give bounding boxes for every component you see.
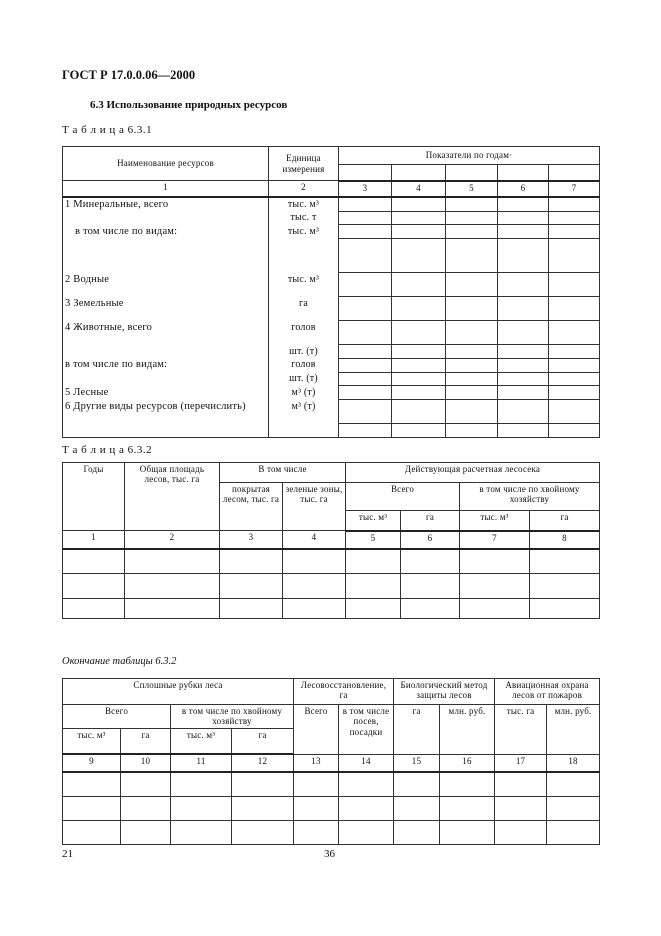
col-num: 10 [121,754,171,772]
header-total-area: Общая площадь лесов, тыс. га [125,463,220,531]
row-water: 2 Водные [63,273,269,297]
col-num: 17 [495,754,547,772]
table-6-3-2-caption: Т а б л и ц а 6.3.2 [62,444,153,456]
header-covered: покрытая лесом, тыс. га [220,483,283,531]
table-6-3-2-end-caption: Окончание таблицы 6.3.2 [62,656,177,667]
header-incl: В том числе [220,463,346,483]
header-unit: тыс. м³ [460,511,530,531]
unit: тыс. м³ [269,273,339,297]
col-num: 5 [346,531,401,549]
header-unit: га [232,728,294,754]
col-num: 3 [339,181,392,197]
header-total: Всего [294,705,339,755]
col-num: 16 [440,754,495,772]
unit: тыс. м³ [269,225,339,239]
header-resource-name: Наименование ресурсов [63,147,269,181]
unit: тыс. м³ [269,197,339,212]
row-animal-kinds: в том числе по видам: [63,358,269,372]
page-code: 21 [62,848,73,860]
col-num: 18 [547,754,600,772]
col-num: 11 [171,754,232,772]
table-6-3-1 [62,146,600,438]
header-unit: млн. руб. [547,705,600,755]
col-num: 9 [63,754,121,772]
col-num: 7 [460,531,530,549]
header-reforest: Лесовосстановление, га [294,679,394,705]
section-title: 6.3 Использование природных ресурсов [90,99,288,111]
header-cutting: Действующая расчетная лесосека [346,463,600,483]
header-unit: тыс. га [495,705,547,755]
header-unit: тыс. м³ [63,728,121,754]
row-land: 3 Земельные [63,297,269,321]
row-mineral-kinds: в том числе по видам: [63,225,269,239]
header-unit: Единица измерения [269,147,339,181]
header-clear-cut: Сплошные рубки леса [63,679,294,705]
unit: тыс. т [269,211,339,225]
header-incl-sow: в том числе посев, посадки [339,705,394,755]
table-6-3-2 [62,462,600,619]
col-num: 1 [63,181,269,197]
row-forest: 5 Лесные [63,386,269,400]
header-bio: Биологический метод защиты лесов [394,679,495,705]
table-6-3-1-caption: Т а б л и ц а 6.3.1 [62,124,153,136]
header-unit: га [394,705,440,755]
col-num: 1 [63,531,125,549]
unit: голов [269,358,339,372]
header-unit: тыс. м³ [171,728,232,754]
col-num: 2 [125,531,220,549]
header-total: Всего [63,705,171,729]
header-years: Годы [63,463,125,531]
header-avia: Авиационная охрана лесов от пожаров [495,679,600,705]
col-num: 4 [392,181,446,197]
header-unit: млн. руб. [440,705,495,755]
unit: м³ (т) [269,386,339,400]
standard-title: ГОСТ Р 17.0.0.06—2000 [62,68,196,82]
col-num: 6 [498,181,549,197]
row-animal: 4 Животные, всего [63,321,269,345]
unit: шт. (т) [269,345,339,359]
col-num: 7 [549,181,600,197]
unit: шт. (т) [269,372,339,386]
col-num: 5 [446,181,498,197]
col-num: 14 [339,754,394,772]
header-unit: тыс. м³ [346,511,401,531]
unit: голов [269,321,339,345]
col-num: 6 [401,531,460,549]
header-conifer: в том числе по хвойному хозяйству [171,705,294,729]
header-unit: га [121,728,171,754]
col-num: 8 [530,531,600,549]
table-6-3-2-end [62,678,600,845]
header-unit: га [530,511,600,531]
page-number: 36 [324,848,335,860]
col-num: 13 [294,754,339,772]
header-years: Показатели по годам· [339,147,600,165]
col-num: 15 [394,754,440,772]
col-num: 4 [283,531,346,549]
col-num: 2 [269,181,339,197]
col-num: 12 [232,754,294,772]
header-green: зеленые зоны, тыс. га [283,483,346,531]
row-other: 6 Другие виды ресурсов (перечислить) [63,400,269,424]
header-total: Всего [346,483,460,511]
header-conifer: в том числе по хвойному хозяйству [460,483,600,511]
row-mineral: 1 Минеральные, всего [63,197,269,225]
header-unit: га [401,511,460,531]
unit: м³ (т) [269,400,339,424]
unit: га [269,297,339,321]
col-num: 3 [220,531,283,549]
